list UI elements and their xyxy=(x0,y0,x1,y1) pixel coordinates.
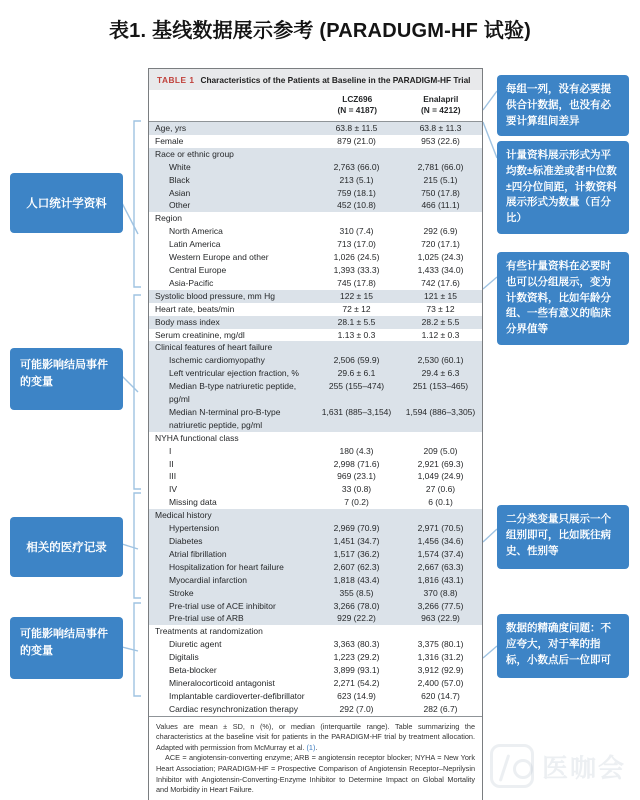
row-label: Other xyxy=(169,200,191,211)
table-title-bar xyxy=(149,69,482,90)
row-value: 215 (5.1) xyxy=(423,174,458,185)
table-row xyxy=(149,535,482,548)
column-header-enalapril xyxy=(400,94,483,116)
row-label: Treatments at randomization xyxy=(155,626,263,637)
callout-outcome-variables-2: 可能影响结局事件的变量 xyxy=(10,617,123,679)
row-label: Western Europe and other xyxy=(169,252,269,263)
table-row xyxy=(149,367,482,380)
row-label: White xyxy=(169,161,191,172)
row-value: 2,969 (70.9) xyxy=(333,523,380,534)
row-value: 1,574 (37.4) xyxy=(417,548,464,559)
table-row xyxy=(149,290,482,303)
row-value: 1,025 (24.3) xyxy=(417,252,464,263)
row-label: Age, yrs xyxy=(155,123,187,133)
callout-binary-variables: 二分类变量只展示一个组别即可，比如既往病史、性别等 xyxy=(497,505,629,569)
callout-medical-records: 相关的医疗记录 xyxy=(10,517,123,577)
row-label: North America xyxy=(169,226,223,237)
row-value: 2,763 (66.0) xyxy=(333,161,380,172)
callout-outcome-variables-1: 可能影响结局事件的变量 xyxy=(10,348,123,410)
table-row xyxy=(149,380,482,406)
row-value: 623 (14.9) xyxy=(337,690,376,701)
footnote-values xyxy=(156,722,475,754)
row-value: 1,433 (34.0) xyxy=(417,264,464,275)
row-value xyxy=(399,432,482,445)
table-row xyxy=(149,509,482,522)
table-row xyxy=(149,212,482,225)
watermark-logo-icon xyxy=(490,744,534,788)
table-row xyxy=(149,122,482,135)
row-value: 282 (6.7) xyxy=(423,703,458,714)
table-body xyxy=(149,122,482,716)
table-row xyxy=(149,238,482,251)
row-label: I xyxy=(169,445,172,456)
table-row xyxy=(149,445,482,458)
row-value: 1.13 ± 0.3 xyxy=(337,329,376,340)
row-value xyxy=(314,212,399,225)
table-row xyxy=(149,483,482,496)
table-row xyxy=(149,341,482,354)
row-label: Left ventricular ejection fraction, % xyxy=(169,368,299,379)
row-value xyxy=(399,212,482,225)
row-value: 1,223 (29.2) xyxy=(333,652,380,663)
row-label: Serum creatinine, mg/dl xyxy=(155,329,245,340)
table-row xyxy=(149,587,482,600)
row-value: 122 ± 15 xyxy=(339,290,374,301)
row-value: 292 (7.0) xyxy=(339,703,374,714)
row-label: Diabetes xyxy=(169,536,203,546)
row-value: 3,375 (80.1) xyxy=(417,639,464,650)
row-value: 1,451 (34.7) xyxy=(333,536,380,546)
table-row xyxy=(149,625,482,638)
row-label: Hospitalization for heart failure xyxy=(169,561,284,572)
row-value: 213 (5.1) xyxy=(339,174,374,185)
row-value: 2,781 (66.0) xyxy=(417,161,464,172)
row-value xyxy=(314,341,399,354)
column-n: (N = 4212) xyxy=(421,105,461,115)
footnote-abbreviations: ACE = angiotensin-converting enzyme; ARB = angiotensin receptor blocker; NYHA = New York Heart Association; PARADIGM-HF = Prospective Comparison of Angiotensin Receptor–Neprilysin Inhibitor with Angiotensin-Converting-Enzyme Inhibitor to Determine Impact on Global Mortality and Morbidity in Heart Failure. xyxy=(156,753,475,795)
bracket-demographics xyxy=(134,121,141,287)
row-value: 292 (6.9) xyxy=(423,226,458,237)
row-label: Medical history xyxy=(155,510,212,521)
row-value: 3,266 (78.0) xyxy=(333,600,380,611)
table-footnotes xyxy=(149,716,482,800)
row-value: 2,271 (54.2) xyxy=(333,677,380,688)
callout-one-column-per-group: 每组一列，没有必要提供合计数据，也没有必要计算组间差异 xyxy=(497,75,629,136)
watermark-text: 医咖会 xyxy=(541,752,626,783)
row-value xyxy=(399,625,482,638)
row-value: 750 (17.8) xyxy=(421,187,460,198)
row-value: 2,921 (69.3) xyxy=(417,458,464,469)
row-value: 742 (17.6) xyxy=(421,277,460,288)
row-value: 1,393 (33.3) xyxy=(333,264,380,275)
row-label: II xyxy=(169,458,174,469)
row-label: Beta-blocker xyxy=(169,665,217,676)
table-row xyxy=(149,522,482,535)
row-value xyxy=(399,341,482,354)
row-label: Median N-terminal pro-B-type natriuretic peptide, pg/ml xyxy=(169,406,281,430)
row-value xyxy=(399,148,482,161)
row-label: Median B-type natriuretic peptide, pg/ml xyxy=(169,381,297,405)
row-value: 73 ± 12 xyxy=(426,303,455,314)
row-value: 3,899 (93.1) xyxy=(333,665,380,676)
connector-line xyxy=(483,529,497,542)
table-row xyxy=(149,225,482,238)
row-value xyxy=(314,432,399,445)
row-label: Race or ethnic group xyxy=(155,148,234,159)
table-row xyxy=(149,561,482,574)
row-label: Clinical features of heart failure xyxy=(155,342,273,353)
row-value: 2,971 (70.5) xyxy=(417,523,464,534)
table-title: Characteristics of the Patients at Baseline in the PARADIGM-HF Trial xyxy=(200,75,471,85)
connector-line xyxy=(483,277,497,289)
row-label: Heart rate, beats/min xyxy=(155,303,235,314)
row-value: 1,816 (43.1) xyxy=(417,574,464,585)
column-header-spacer xyxy=(149,94,315,116)
row-value xyxy=(399,509,482,522)
connector-line xyxy=(483,91,497,110)
table-row xyxy=(149,677,482,690)
callout-data-presentation-format: 计量资料展示形式为平均数±标准差或者中位数±四分位间距，计数资料展示形式为数量（百分比） xyxy=(497,141,629,234)
connector-line xyxy=(483,122,497,158)
row-value: 63.8 ± 11.3 xyxy=(419,123,462,133)
connector-line xyxy=(122,647,138,651)
row-value: 209 (5.0) xyxy=(423,445,458,456)
row-label: Region xyxy=(155,213,182,224)
row-value: 620 (14.7) xyxy=(421,690,460,701)
row-label: Ischemic cardiomyopathy xyxy=(169,355,265,366)
row-value: 1,517 (36.2) xyxy=(333,548,380,559)
row-value: 1,631 (885–3,154) xyxy=(321,406,392,417)
table-row xyxy=(149,638,482,651)
row-value: 2,607 (62.3) xyxy=(333,561,380,572)
column-n: (N = 4187) xyxy=(337,105,377,115)
connector-line xyxy=(122,544,138,549)
baseline-characteristics-table xyxy=(148,68,483,800)
table-row xyxy=(149,496,482,509)
table-row xyxy=(149,600,482,613)
row-value: 1,818 (43.4) xyxy=(333,574,380,585)
row-label: Digitalis xyxy=(169,652,199,663)
row-value: 33 (0.8) xyxy=(341,484,372,495)
watermark xyxy=(490,744,626,788)
row-value: 2,400 (57.0) xyxy=(417,677,464,688)
row-value: 3,363 (80.3) xyxy=(333,639,380,650)
reference-link[interactable]: (1) xyxy=(306,742,316,752)
callout-data-precision: 数据的精确度问题：不应夸大，对于率的指标，小数点后一位即可 xyxy=(497,614,629,678)
table-row xyxy=(149,664,482,677)
footnote-text: Values are mean ± SD, n (%), or median (interquartile range). Table summarizing the characteristics at the baseline visit for patients in the PARADIGM-HF trial by treatment allocation. Adapted with permission from McMurray et al. xyxy=(156,721,475,752)
bracket-medical-history xyxy=(134,493,141,598)
connector-line xyxy=(122,376,138,392)
table-row xyxy=(149,174,482,187)
row-value: 1,316 (31.2) xyxy=(417,652,464,663)
row-value: 251 (153–465) xyxy=(412,381,469,392)
table-number-label: TABLE 1 xyxy=(157,75,195,85)
row-label: NYHA functional class xyxy=(155,432,239,443)
row-value xyxy=(314,148,399,161)
row-value xyxy=(314,625,399,638)
table-row xyxy=(149,432,482,445)
row-value: 3,266 (77.5) xyxy=(417,600,464,611)
row-label: Black xyxy=(169,174,190,185)
table-row xyxy=(149,316,482,329)
row-value: 1,456 (34.6) xyxy=(417,536,464,546)
row-value: 370 (8.8) xyxy=(423,587,458,598)
row-label: Asian xyxy=(169,187,191,198)
table-row xyxy=(149,548,482,561)
bracket-clinical-variables xyxy=(134,295,141,489)
connector-line xyxy=(122,203,138,234)
table-row xyxy=(149,354,482,367)
bracket-treatments xyxy=(134,603,141,696)
row-value: 29.4 ± 6.3 xyxy=(421,368,460,379)
row-label: Asia-Pacific xyxy=(169,277,214,288)
row-value: 466 (11.1) xyxy=(421,200,460,211)
row-label: Stroke xyxy=(169,587,194,598)
page-title: 表1. 基线数据展示参考 (PARADUGM-HF 试验) xyxy=(108,20,532,42)
table-row xyxy=(149,690,482,703)
callout-demographics: 人口统计学资料 xyxy=(10,173,123,233)
table-row xyxy=(149,470,482,483)
table-row xyxy=(149,703,482,716)
table-row xyxy=(149,264,482,277)
row-label: Diuretic agent xyxy=(169,639,222,650)
row-value: 121 ± 15 xyxy=(423,290,458,301)
row-value: 929 (22.2) xyxy=(337,613,376,624)
table-row xyxy=(149,161,482,174)
table-row xyxy=(149,406,482,432)
row-label: Systolic blood pressure, mm Hg xyxy=(155,290,275,301)
row-value xyxy=(314,509,399,522)
row-value: 355 (8.5) xyxy=(339,587,374,598)
row-value: 180 (4.3) xyxy=(339,445,374,456)
row-value: 1,049 (24.9) xyxy=(417,471,464,482)
row-label: III xyxy=(169,471,177,482)
table-row xyxy=(149,148,482,161)
table-row xyxy=(149,187,482,200)
row-label: Pre-trial use of ACE inhibitor xyxy=(169,600,276,611)
table-column-headers xyxy=(149,90,482,122)
row-value: 2,667 (63.3) xyxy=(417,561,464,572)
column-header-lcz696 xyxy=(315,94,400,116)
row-value: 1,026 (24.5) xyxy=(333,252,380,263)
row-value: 27 (0.6) xyxy=(425,484,456,495)
table-row xyxy=(149,199,482,212)
row-label: Myocardial infarction xyxy=(169,574,247,585)
row-value: 28.2 ± 5.5 xyxy=(421,316,460,327)
callout-grouped-continuous-data: 有些计量资料在必要时也可以分组展示，变为计数资料，比如年龄分组、一些有意义的临床分界值等 xyxy=(497,252,629,345)
column-name: LCZ696 xyxy=(342,94,373,104)
connector-line xyxy=(483,646,497,658)
row-value: 1.12 ± 0.3 xyxy=(421,329,460,340)
table-row xyxy=(149,458,482,471)
row-label: Hypertension xyxy=(169,523,220,534)
table-row xyxy=(149,135,482,148)
row-value: 745 (17.8) xyxy=(337,277,376,288)
row-value: 7 (0.2) xyxy=(344,497,369,508)
row-value: 879 (21.0) xyxy=(337,135,376,146)
row-label: Central Europe xyxy=(169,264,227,275)
table-row xyxy=(149,251,482,264)
table-row xyxy=(149,277,482,290)
row-value: 963 (22.9) xyxy=(421,613,460,624)
row-value: 969 (23.1) xyxy=(337,471,376,482)
table-row xyxy=(149,574,482,587)
row-value: 2,530 (60.1) xyxy=(417,355,464,366)
row-value: 29.6 ± 6.1 xyxy=(337,368,376,379)
row-label: Pre-trial use of ARB xyxy=(169,613,244,624)
table-row xyxy=(149,329,482,342)
row-value: 720 (17.1) xyxy=(421,239,460,250)
row-value: 72 ± 12 xyxy=(342,303,371,314)
row-value: 452 (10.8) xyxy=(337,200,376,211)
row-label: Female xyxy=(155,135,184,146)
row-value: 3,912 (92.9) xyxy=(417,665,464,676)
column-name: Enalapril xyxy=(423,94,459,104)
row-label: Atrial fibrillation xyxy=(169,548,227,559)
row-value: 63.8 ± 11.5 xyxy=(335,123,378,133)
row-label: Body mass index xyxy=(155,316,220,327)
table-row xyxy=(149,303,482,316)
row-value: 713 (17.0) xyxy=(337,239,376,250)
row-label: Implantable cardioverter-defibrillator xyxy=(169,690,305,701)
row-value: 1,594 (886–3,305) xyxy=(405,406,476,417)
row-label: IV xyxy=(169,484,178,495)
row-value: 2,506 (59.9) xyxy=(333,355,380,366)
table-row xyxy=(149,612,482,625)
row-label: Cardiac resynchronization therapy xyxy=(169,703,298,714)
row-label: Missing data xyxy=(169,497,217,508)
row-label: Latin America xyxy=(169,239,221,250)
footnote-text: . xyxy=(315,742,318,752)
row-value: 255 (155–474) xyxy=(328,381,385,392)
row-value: 759 (18.1) xyxy=(337,187,376,198)
row-value: 310 (7.4) xyxy=(339,226,374,237)
row-value: 28.1 ± 5.5 xyxy=(337,316,376,327)
row-value: 2,998 (71.6) xyxy=(333,458,380,469)
row-value: 953 (22.6) xyxy=(421,135,460,146)
row-label: Mineralocorticoid antagonist xyxy=(169,677,275,688)
table-row xyxy=(149,651,482,664)
row-value: 6 (0.1) xyxy=(428,497,453,508)
